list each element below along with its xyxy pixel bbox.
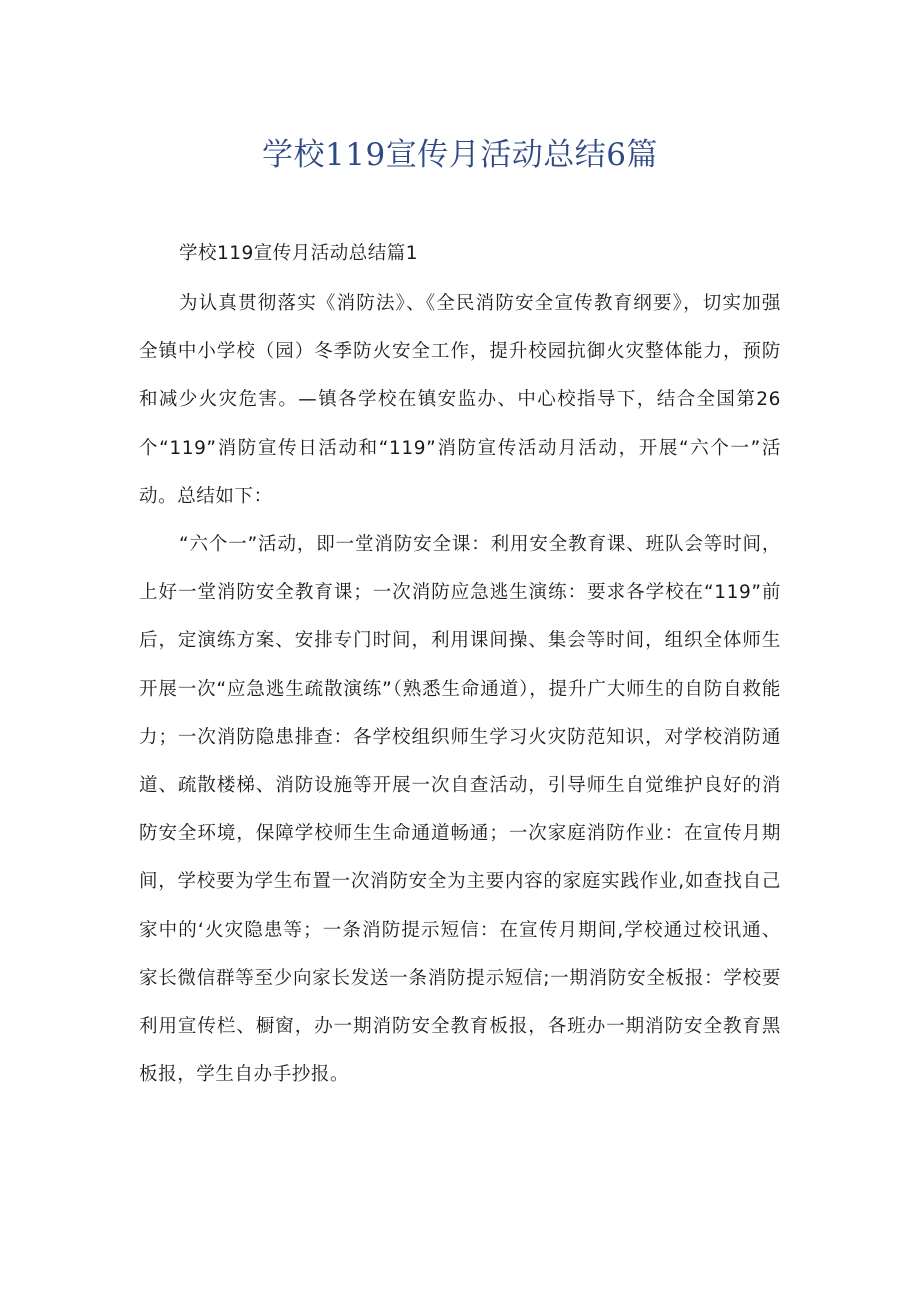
paragraph-1: 为认真贯彻落实《消防法》、《全民消防安全宣传教育纲要》，切实加强全镇中小学校（园）冬季防火安全工作，提升校园抗御火灾整体能力，预防和减少火灾危害。—镇各学校在镇安监办、中心校指导下，结合全国第26个“119”消防宣传日活动和“119”消防宣传活动月活动，开展“六个一”活动。总结如下：: [139, 293, 781, 507]
paragraph-2: “六个一”活动，即一堂消防安全课：利用安全教育课、班队会等时间，上好一堂消防安全教育课；一次消防应急逃生演练：要求各学校在“119”前后，定演练方案、安排专门时间，利用课间操、集会等时间，组织全体师生开展一次“应急逃生疏散演练”（熟悉生命通道），提升广大师生的自防自救能力；一次消防隐患排查：各学校组织师生学习火灾防范知识，对学校消防通道、疏散楼梯、消防设施等开展一次自查活动，引导师生自觉维护良好的消防安全环境，保障学校师生生命通道畅通；一次家庭消防作业：在宣传月期间，学校要为学生布置一次消防安全为主要内容的家庭实践作业,如查找自己家中的‘火灾隐患等；一条消防提示短信：在宣传月期间,学校通过校讯通、家长微信群等至少向家长发送一条消防提示短信;一期消防安全板报：学校要利用宣传栏、橱窗，办一期消防安全教育板报，各班办一期消防安全教育黑板报，学生自办手抄报。: [139, 534, 781, 1086]
document-title: 学校119宣传月活动总结6篇: [262, 137, 658, 173]
section-heading: 学校119宣传月活动总结篇1: [179, 243, 419, 264]
